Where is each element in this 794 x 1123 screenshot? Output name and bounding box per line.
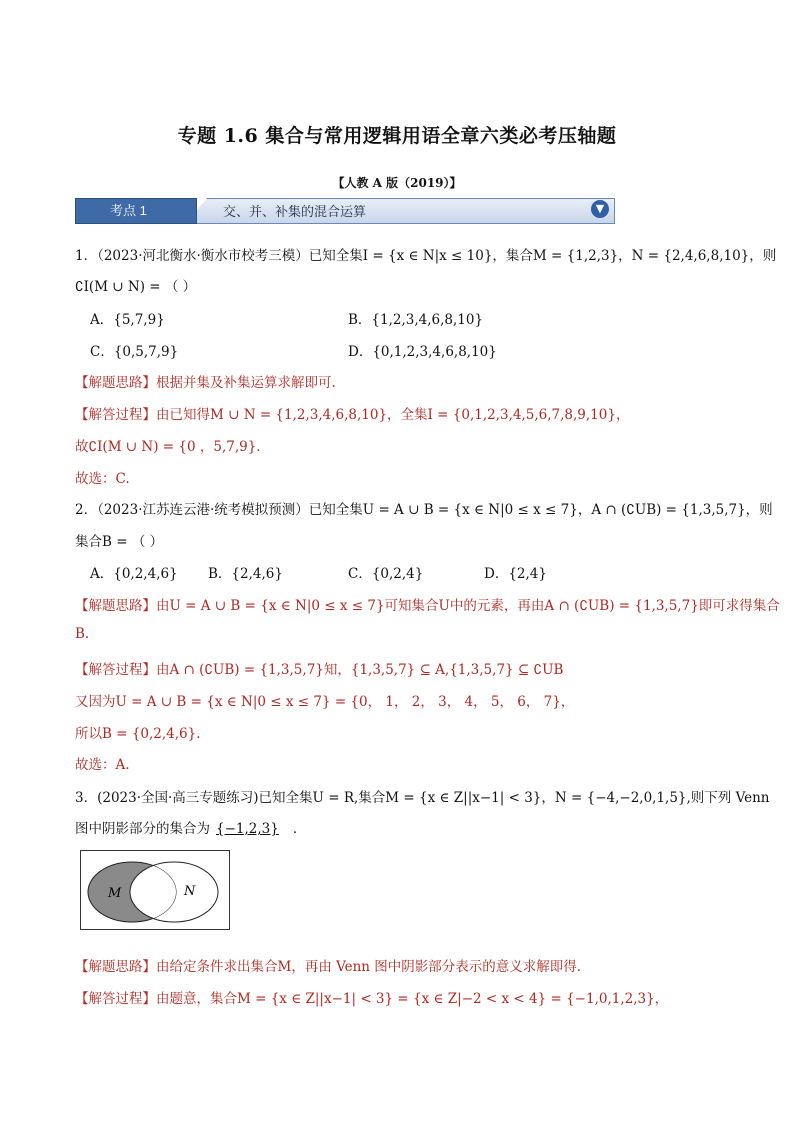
idea-label: 【解题思路】 bbox=[75, 375, 156, 391]
venn-label-n: N bbox=[184, 884, 196, 899]
q1-option-c: C．{0,5,7,9} bbox=[90, 344, 179, 360]
process-text: 由题意，集合M = {x ∈ Z||x−1| < 3} = {x ∈ Z|−2 < x < 4} = {−1,0,1,2,3}， bbox=[156, 991, 669, 1007]
q3-stem-line2 bbox=[75, 817, 306, 837]
q2-option-d: D．{2,4} bbox=[484, 566, 547, 582]
process-text: 由A ∩ (∁UB) = {1,3,5,7}知，{1,3,5,7} ⊆ A,{1,3,5,7} ⊆ ∁UB bbox=[156, 662, 564, 678]
q2-stem-line1: 2．（2023·江苏连云港·统考模拟预测）已知全集U = A ∪ B = {x ∈ N|0 ≤ x ≤ 7}，A ∩ (∁UB) = {1,3,5,7}，则 bbox=[75, 502, 773, 518]
q1-option-d: D．{0,1,2,3,4,6,8,10} bbox=[348, 344, 497, 360]
q2-process-line2: 又因为U = A ∪ B = {x ∈ N|0 ≤ x ≤ 7} = {0， 1， 2， 3， 4， 5， 6， 7}， bbox=[75, 694, 575, 710]
venn-label-m: M bbox=[108, 886, 122, 901]
process-label: 【解答过程】 bbox=[75, 662, 156, 678]
q1-process-line2: 故∁I(M ∪ N) = {0 ，5,7,9}． bbox=[75, 439, 270, 455]
q1-option-b: B．{1,2,3,4,6,8,10} bbox=[348, 312, 484, 328]
q3-idea bbox=[75, 955, 590, 975]
q3-stem-line1: 3．(2023·全国·高三专题练习)已知全集U = R,集合M = {x ∈ Z||x−1| < 3}，N = {−4,−2,0,1,5},则下列 Venn bbox=[75, 790, 770, 806]
banner-tab: 考点 1 bbox=[75, 198, 197, 224]
idea-text: 根据并集及补集运算求解即可. bbox=[156, 375, 336, 391]
q2-idea bbox=[75, 594, 780, 614]
chevron-down-icon[interactable]: ▼ bbox=[591, 200, 609, 218]
idea-text: 由给定条件求出集合M，再由 Venn 图中阴影部分表示的意义求解即得． bbox=[156, 959, 591, 975]
q1-process bbox=[75, 403, 629, 423]
idea-label: 【解题思路】 bbox=[75, 598, 156, 614]
page-subtitle: 【人教 A 版（2019）】 bbox=[332, 176, 462, 190]
q3-stem-end: ． bbox=[292, 821, 307, 837]
q1-idea bbox=[75, 371, 336, 391]
q3-process bbox=[75, 987, 668, 1007]
q3-answer-blank: {−1,2,3} bbox=[216, 821, 279, 837]
q2-stem-line2: 集合B = （ ） bbox=[75, 534, 164, 550]
page-title: 专题 1.6 集合与常用逻辑用语全章六类必考压轴题 bbox=[177, 125, 617, 147]
q1-answer: 故选：C. bbox=[75, 471, 130, 487]
q3-stem-text: 图中阴影部分的集合为 bbox=[75, 821, 210, 837]
process-label: 【解答过程】 bbox=[75, 991, 156, 1007]
process-label: 【解答过程】 bbox=[75, 407, 156, 423]
q2-process bbox=[75, 658, 563, 678]
q2-option-c: C．{0,2,4} bbox=[348, 566, 424, 582]
q1-stem-line1: 1．（2023·河北衡水·衡水市校考三模）已知全集I = {x ∈ N|x ≤ 10}，集合M = {1,2,3}，N = {2,4,6,8,10}，则 bbox=[75, 248, 777, 264]
process-text: 由已知得M ∪ N = {1,2,3,4,6,8,10}，全集I = {0,1,2,3,4,5,6,7,8,9,10}， bbox=[156, 407, 630, 423]
q1-option-a: A．{5,7,9} bbox=[90, 312, 165, 328]
idea-text: 由U = A ∪ B = {x ∈ N|0 ≤ x ≤ 7}可知集合U中的元素，再由A ∩ (∁UB) = {1,3,5,7}即可求得集合 bbox=[156, 598, 780, 614]
idea-label: 【解题思路】 bbox=[75, 959, 156, 975]
banner-text: 交、并、补集的混合运算 bbox=[223, 204, 367, 219]
venn-diagram bbox=[80, 850, 230, 930]
section-banner bbox=[75, 198, 615, 224]
q2-option-a: A．{0,2,4,6} bbox=[90, 566, 178, 582]
q2-option-b: B．{2,4,6} bbox=[208, 566, 283, 582]
q2-answer: 故选：A. bbox=[75, 757, 130, 773]
q1-stem-line2: ∁I(M ∪ N) = （ ） bbox=[75, 279, 197, 295]
q2-process-line3: 所以B = {0,2,4,6}. bbox=[75, 726, 201, 742]
q2-idea-line2: B. bbox=[75, 626, 90, 642]
